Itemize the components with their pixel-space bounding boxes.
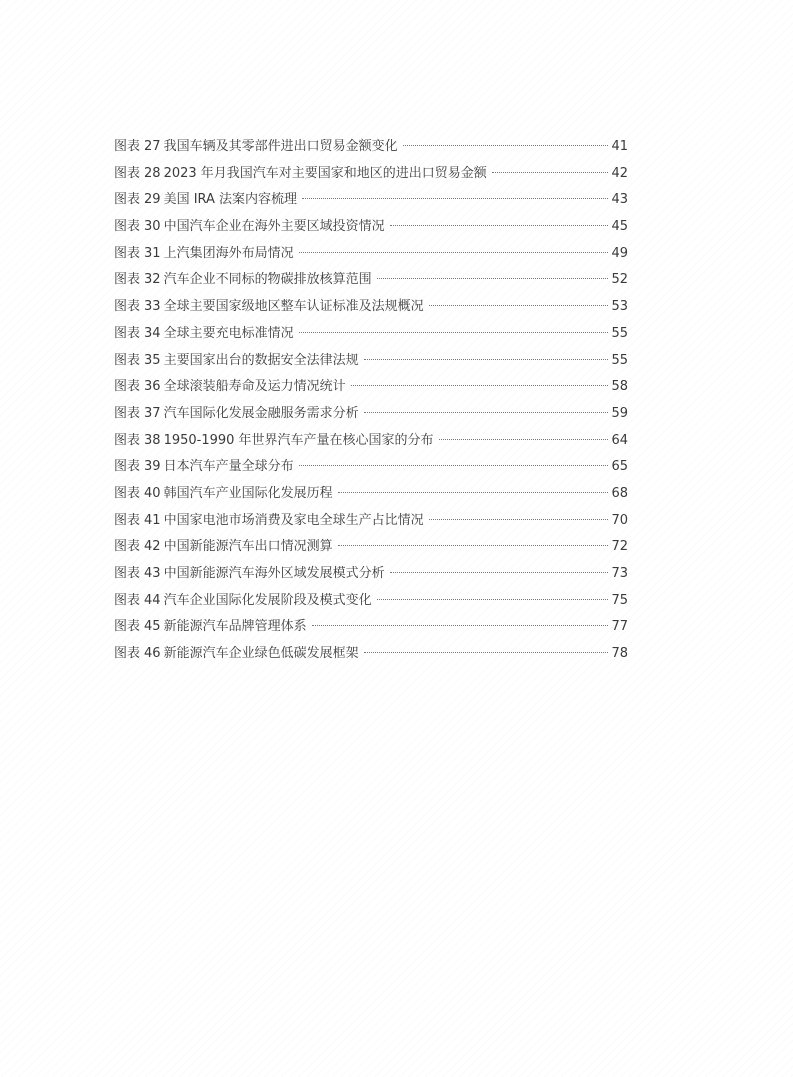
dot-leader — [302, 198, 608, 199]
figure-title: 主要国家出台的数据安全法律法规 — [163, 352, 359, 368]
dot-leader — [351, 385, 609, 386]
figure-number: 27 — [144, 139, 161, 154]
toc-entry[interactable] — [114, 641, 628, 668]
figure-prefix: 图表 — [114, 245, 141, 261]
dot-leader — [299, 252, 609, 253]
entry-label — [114, 508, 424, 535]
figure-title: 中国新能源汽车出口情况测算 — [163, 539, 333, 555]
page-number: 59 — [611, 405, 628, 421]
figure-prefix: 图表 — [114, 299, 141, 315]
figure-title: 全球主要充电标准情况 — [163, 325, 294, 341]
figure-number: 29 — [144, 192, 161, 208]
page-number: 45 — [611, 219, 628, 235]
figure-title: 中国新能源汽车海外区域发展模式分析 — [163, 566, 385, 581]
dot-leader — [364, 652, 609, 653]
dot-leader — [403, 145, 609, 146]
figure-index-list — [114, 134, 628, 668]
entry-label — [114, 214, 385, 241]
figure-prefix: 图表 — [114, 592, 141, 608]
entry-label — [114, 134, 398, 161]
dot-leader — [312, 625, 609, 626]
figure-title: 新能源汽车企业绿色低碳发展框架 — [163, 646, 359, 662]
page-number: 53 — [611, 299, 628, 315]
dot-leader — [338, 492, 609, 493]
entry-label — [114, 561, 385, 588]
toc-entry[interactable] — [114, 267, 628, 294]
entry-label — [114, 241, 294, 268]
figure-number: 32 — [144, 272, 161, 288]
page-number: 58 — [611, 379, 628, 395]
figure-title: 汽车企业国际化发展阶段及模式变化 — [163, 592, 372, 608]
figure-title: 中国家电池市场消费及家电全球生产占比情况 — [163, 512, 424, 528]
figure-title: 中国汽车企业在海外主要区域投资情况 — [163, 219, 385, 235]
figure-prefix: 图表 — [114, 379, 141, 395]
figure-number: 46 — [144, 646, 161, 662]
page-number: 55 — [611, 352, 628, 368]
dot-leader — [377, 599, 609, 600]
dot-leader — [364, 359, 609, 360]
dot-leader — [390, 572, 609, 573]
toc-entry[interactable] — [114, 401, 628, 428]
entry-label — [114, 161, 487, 188]
toc-entry[interactable] — [114, 187, 628, 214]
page-number: 64 — [611, 432, 628, 448]
page-number: 43 — [611, 192, 628, 208]
figure-title: 我国车辆及其零部件进出口贸易金额变化 — [163, 139, 398, 154]
dot-leader — [439, 439, 609, 440]
figure-prefix: 图表 — [114, 192, 141, 208]
page-number: 65 — [611, 459, 628, 475]
entry-label — [114, 321, 294, 348]
dot-leader — [338, 545, 609, 546]
figure-number: 36 — [144, 379, 161, 395]
dot-leader — [429, 305, 609, 306]
figure-title: 1950-1990 年世界汽车产量在核心国家的分布 — [163, 432, 434, 448]
figure-number: 39 — [144, 459, 161, 475]
figure-title: 全球主要国家级地区整车认证标准及法规概况 — [163, 299, 424, 315]
figure-prefix: 图表 — [114, 139, 141, 154]
entry-label — [114, 534, 333, 561]
dot-leader — [492, 172, 609, 173]
page-number: 78 — [611, 646, 628, 662]
figure-prefix: 图表 — [114, 459, 141, 475]
toc-entry[interactable] — [114, 588, 628, 615]
figure-title: 汽车国际化发展金融服务需求分析 — [163, 405, 359, 421]
figure-number: 30 — [144, 219, 161, 235]
page-number: 68 — [611, 485, 628, 501]
toc-entry[interactable] — [114, 374, 628, 401]
toc-entry[interactable] — [114, 321, 628, 348]
figure-prefix: 图表 — [114, 165, 141, 181]
page-number: 52 — [611, 272, 628, 288]
figure-prefix: 图表 — [114, 512, 141, 528]
toc-entry[interactable] — [114, 454, 628, 481]
page-number: 41 — [611, 139, 628, 154]
figure-number: 45 — [144, 619, 161, 635]
figure-title: 美国 IRA 法案内容梳理 — [163, 192, 298, 208]
figure-title: 韩国汽车产业国际化发展历程 — [163, 485, 333, 501]
page-number: 72 — [611, 539, 628, 555]
figure-number: 34 — [144, 325, 161, 341]
figure-prefix: 图表 — [114, 405, 141, 421]
toc-entry[interactable] — [114, 428, 628, 455]
toc-entry[interactable] — [114, 161, 628, 188]
page-number: 73 — [611, 566, 628, 581]
figure-number: 41 — [144, 512, 161, 528]
toc-entry[interactable] — [114, 614, 628, 641]
figure-prefix: 图表 — [114, 219, 141, 235]
dot-leader — [429, 519, 609, 520]
figure-prefix: 图表 — [114, 566, 141, 581]
entry-label — [114, 614, 307, 641]
figure-prefix: 图表 — [114, 352, 141, 368]
page-number: 55 — [611, 325, 628, 341]
toc-entry[interactable] — [114, 348, 628, 375]
figure-number: 37 — [144, 405, 161, 421]
toc-entry[interactable] — [114, 134, 628, 161]
page-number: 42 — [611, 165, 628, 181]
toc-entry[interactable] — [114, 294, 628, 321]
figure-prefix: 图表 — [114, 646, 141, 662]
toc-entry[interactable] — [114, 508, 628, 535]
page-number: 70 — [611, 512, 628, 528]
dot-leader — [364, 412, 609, 413]
dot-leader — [377, 278, 609, 279]
entry-label — [114, 348, 359, 375]
entry-label — [114, 481, 333, 508]
figure-number: 38 — [144, 432, 161, 448]
page-number: 75 — [611, 592, 628, 608]
figure-prefix: 图表 — [114, 485, 141, 501]
entry-label — [114, 267, 372, 294]
figure-number: 43 — [144, 566, 161, 581]
page-number: 77 — [611, 619, 628, 635]
toc-entry[interactable] — [114, 481, 628, 508]
entry-label — [114, 428, 434, 455]
figure-title: 上汽集团海外布局情况 — [163, 245, 294, 261]
figure-title: 汽车企业不同标的物碳排放核算范围 — [163, 272, 372, 288]
figure-title: 全球滚装船寿命及运力情况统计 — [163, 379, 346, 395]
figure-number: 33 — [144, 299, 161, 315]
toc-entry[interactable] — [114, 534, 628, 561]
dot-leader — [390, 225, 609, 226]
figure-number: 35 — [144, 352, 161, 368]
figure-number: 42 — [144, 539, 161, 555]
figure-number: 44 — [144, 592, 161, 608]
entry-label — [114, 187, 297, 214]
figure-prefix: 图表 — [114, 325, 141, 341]
page-number: 49 — [611, 245, 628, 261]
dot-leader — [299, 332, 609, 333]
dot-leader — [299, 465, 609, 466]
entry-label — [114, 294, 424, 321]
entry-label — [114, 401, 359, 428]
figure-title: 新能源汽车品牌管理体系 — [163, 619, 307, 635]
entry-label — [114, 454, 294, 481]
figure-number: 40 — [144, 485, 161, 501]
figure-prefix: 图表 — [114, 272, 141, 288]
entry-label — [114, 588, 372, 615]
toc-entry[interactable] — [114, 561, 628, 588]
figure-prefix: 图表 — [114, 432, 141, 448]
figure-title: 2023 年月我国汽车对主要国家和地区的进出口贸易金额 — [163, 165, 487, 181]
figure-title: 日本汽车产量全球分布 — [163, 459, 294, 475]
entry-label — [114, 374, 346, 401]
figure-number: 31 — [144, 245, 161, 261]
figure-prefix: 图表 — [114, 539, 141, 555]
toc-entry[interactable] — [114, 214, 628, 241]
figure-prefix: 图表 — [114, 619, 141, 635]
figure-number: 28 — [144, 165, 161, 181]
entry-label — [114, 641, 359, 668]
toc-entry[interactable] — [114, 241, 628, 268]
